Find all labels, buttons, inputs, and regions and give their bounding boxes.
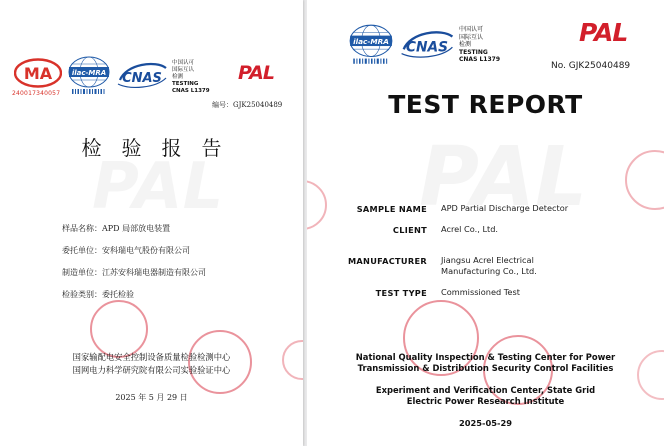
report-title: 检验报告: [81, 136, 242, 160]
test-type-field: 检验类别：委托检验: [62, 290, 134, 299]
sample-name-label: SAMPLE NAME: [356, 204, 427, 214]
test-type-label: TEST TYPE: [375, 288, 427, 298]
red-seal-stamp-edge: [307, 180, 327, 230]
issuer-line-2: Transmission & Distribution Security Control Facilities: [357, 363, 614, 373]
issue-date: 2025 年 5 月 29 日: [115, 393, 188, 402]
ilac-text: ilac-MRA: [353, 36, 389, 46]
sample-name-field: 样品名称：APD 局部放电装置: [62, 224, 171, 233]
pal-logo: PAL: [238, 62, 274, 84]
cnas-accreditation-text: 中国认可 国际互认 检测 TESTING CNAS L1379: [459, 26, 501, 63]
issue-date: 2025-05-29: [458, 418, 513, 428]
report-number: No. GJK25040489: [551, 61, 631, 71]
issuer-line-4: Electric Power Research Institute: [406, 396, 565, 406]
issuer-line-3: Experiment and Verification Center, State Grid: [375, 385, 596, 395]
report-title: TEST REPORT: [388, 90, 583, 119]
report-number: 编号：GJK25040489: [212, 101, 283, 109]
cnas-text: CNAS: [122, 71, 162, 86]
ilac-mra-logo-icon: [347, 24, 395, 66]
english-report-cover: [307, 0, 664, 446]
ilac-mra-logo-icon: [66, 56, 112, 96]
chinese-report-cover: [0, 0, 303, 446]
pal-logo: PAL: [579, 18, 628, 47]
issuer-line-1: 国家输配电安全控制设备质量检验检测中心: [72, 352, 231, 362]
cnas-logo-icon: [116, 58, 168, 92]
cma-registration-number: 240017340057: [12, 90, 61, 97]
cnas-accreditation-text: 中国认可 国际互认 检测 TESTING CNAS L1379: [172, 60, 210, 94]
ilac-text: ilac-MRA: [71, 69, 107, 77]
manufacturer-field: 制造单位：江苏安科瑞电器制造有限公司: [62, 268, 206, 277]
client-value: Acrel Co., Ltd.: [441, 224, 499, 234]
red-seal-stamp-edge: [625, 150, 664, 210]
cma-logo-icon: [14, 58, 62, 88]
cnas-text: CNAS: [405, 39, 449, 56]
pal-watermark: [92, 150, 223, 224]
issuer-line-1: National Quality Inspection & Testing Center for Power: [355, 352, 616, 362]
cnas-logo-icon: [399, 26, 455, 62]
client-field: 委托单位：安科瑞电气股份有限公司: [62, 246, 190, 255]
issuer-line-2: 国网电力科学研究院有限公司实验验证中心: [72, 365, 231, 375]
test-type-value: Commissioned Test: [441, 287, 520, 297]
cma-mark-text: MA: [23, 64, 53, 83]
manufacturer-label: MANUFACTURER: [347, 256, 427, 266]
manufacturer-value: Jiangsu Acrel Electrical Manufacturing Co., Ltd.: [441, 255, 537, 276]
red-seal-stamp: [90, 300, 148, 358]
client-label: CLIENT: [392, 225, 427, 235]
sample-name-value: APD Partial Discharge Detector: [441, 203, 569, 213]
